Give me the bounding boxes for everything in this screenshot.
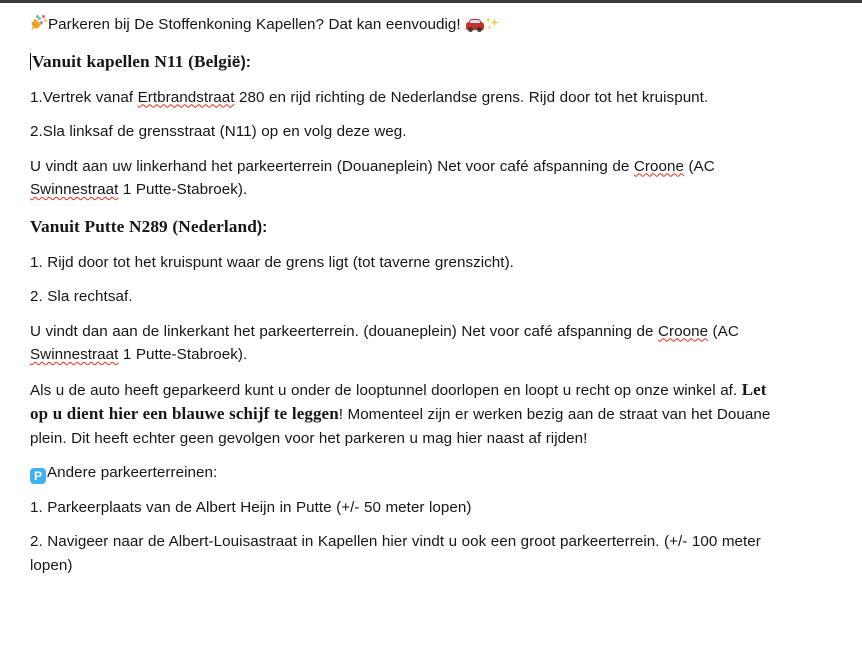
heading-1-bold: Vanuit kapellen N11 (Belgi xyxy=(32,51,232,71)
spellcheck-word-ertbrandstraat[interactable]: Ertbrandstraat xyxy=(137,88,235,106)
title-line xyxy=(30,8,787,43)
paragraph-1-b: (AC xyxy=(683,157,715,175)
sparkles-icon xyxy=(485,17,501,32)
paragraph-walking-instructions xyxy=(30,373,787,457)
heading-1-tail: ë): xyxy=(231,53,252,71)
parking-icon: P xyxy=(30,468,46,484)
paragraph-2-a: U vindt dan aan de linkerkant het parkeerterrein. (douaneplein) Net voor café afspanning de xyxy=(30,322,658,340)
paragraph-2-c: 1 Putte-Stabroek). xyxy=(118,346,248,363)
step-putte-1: 1. Rijd door tot het kruispunt waar de grens ligt (tot taverne grenszicht). xyxy=(30,253,514,271)
paragraph-1-a: U vindt aan uw linkerhand het parkeerterrein (Douaneplein) Net voor café afspanning de xyxy=(30,157,634,175)
other-parking-item-2: 2. Navigeer naar de Albert-Louisastraat in Kapellen hier vindt u ook een groot parkeerterrein. (+/- 100 meter lopen) xyxy=(30,533,761,574)
heading-vanuit-kapellen xyxy=(30,43,787,81)
spellcheck-word-swinnestraat-2[interactable]: Swinnestraat xyxy=(30,346,119,363)
step-kapellen-2: 2.Sla linksaf de grensstraat (N11) op en volg deze weg. xyxy=(30,123,407,140)
other-parking-label: Andere parkeerterreinen: xyxy=(47,464,218,481)
heading-2-bold: Vanuit Putte N289 (Nederland xyxy=(30,216,257,236)
other-parking-item-1: 1. Parkeerplaats van de Albert Heijn in Putte (+/- 50 meter lopen) xyxy=(30,498,472,516)
red-car-icon xyxy=(466,18,484,32)
step-putte-2: 2. Sla rechtsaf. xyxy=(30,288,133,305)
paragraph-3-b: ! Momenteel zijn er werken bezig aan de straat van het Douane plein. Dit heeft echter geen gevolgen voor het parkeren u mag hier naast af rijden! xyxy=(30,406,771,447)
title-text: Parkeren bij De Stoffenkoning Kapellen? Dat kan eenvoudig! xyxy=(48,16,461,33)
paragraph-2-b: (AC xyxy=(708,322,739,340)
spellcheck-word-swinnestraat-1[interactable]: Swinnestraat xyxy=(30,181,119,198)
blue-disc-warning: Let op u dient hier een blauwe schijf te leggen xyxy=(30,379,767,423)
heading-vanuit-putte xyxy=(30,208,787,246)
spellcheck-word-croone-1[interactable]: Croone xyxy=(633,157,684,175)
paragraph-3-a: Als u de auto heeft geparkeerd kunt u onder de looptunnel doorlopen en loopt u recht op onze winkel af. xyxy=(30,381,742,399)
document-body[interactable] xyxy=(0,3,862,647)
paragraph-putte-location xyxy=(30,315,787,373)
step-kapellen-1-suffix: 280 en rijd richting de Nederlandse grens. Rijd door tot het kruispunt. xyxy=(234,88,709,106)
step-kapellen-1 xyxy=(30,81,787,116)
step-kapellen-1-prefix: 1.Vertrek vanaf xyxy=(30,88,138,106)
party-popper-icon xyxy=(30,15,47,32)
text-caret xyxy=(30,53,31,70)
heading-2-tail: ): xyxy=(256,218,268,236)
paragraph-kapellen-location xyxy=(30,150,787,208)
spellcheck-word-croone-2[interactable]: Croone xyxy=(657,322,709,340)
paragraph-1-c: 1 Putte-Stabroek). xyxy=(118,181,248,198)
other-parking-heading xyxy=(30,456,787,491)
